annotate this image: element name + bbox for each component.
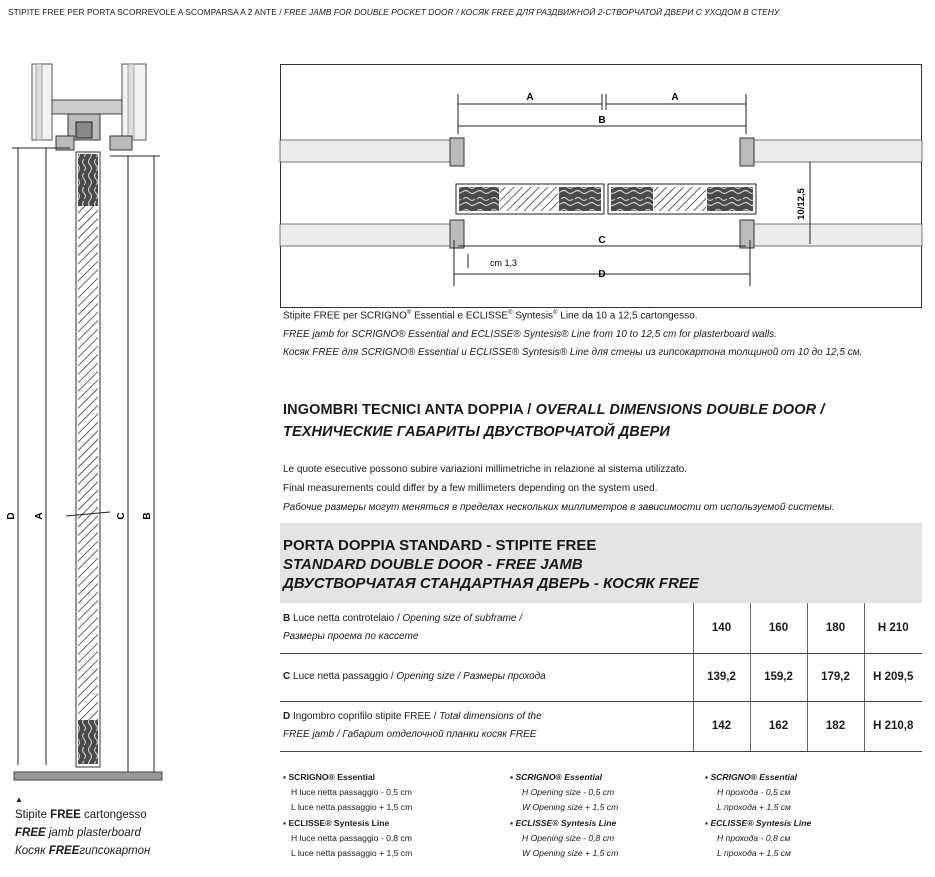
section-label-a: A	[34, 512, 45, 520]
header-it: STIPITE FREE PER PORTA SCORREVOLE A SCOMPARSA A 2 ANTE /	[8, 7, 285, 17]
left-caption-it: Stipite FREE cartongesso	[15, 809, 147, 821]
table-row-d	[280, 701, 922, 751]
table-row-b	[280, 603, 922, 653]
dimensions-table	[280, 603, 922, 752]
note-it: Le quote esecutive possono subire variazioni millimetriche in relazione al sistema utilizzato.	[283, 464, 688, 475]
bullet-item: ▪ ECLISSE® Syntesis Line	[510, 817, 617, 828]
table-row-c	[280, 653, 922, 701]
row-c-value-3: 179,2	[807, 653, 864, 701]
dim-label-a-left: A	[526, 92, 534, 103]
caption-ru: Косяк FREE для SCRIGNO® Essential и ECLISSE® Syntesis® Line для стены из гипсокартона толщиной от 10 до 12,5 см.	[283, 347, 863, 358]
table-header	[280, 523, 922, 603]
bullet-item: ▪ SCRIGNO® Essential	[705, 772, 798, 782]
table-title-it: PORTA DOPPIA STANDARD - STIPITE FREE	[283, 537, 597, 554]
table-title-en: STANDARD DOUBLE DOOR - FREE JAMB	[283, 556, 583, 573]
page-header	[8, 7, 779, 17]
dim-label-thickness: 10/12,5	[796, 188, 807, 220]
row-c-value-1: 139,2	[693, 653, 750, 701]
section-label-c: C	[116, 512, 127, 520]
section-label-b: B	[142, 512, 153, 520]
row-d-value-1: 142	[693, 701, 750, 751]
section-label-d: D	[6, 512, 17, 520]
footnotes-col-it: ▪ SCRIGNO® Essential H luce netta passaggio - 0,5 cm L luce netta passaggio + 1,5 cm ▪ ECLISSE® Syntesis Line H luce netta passaggio - 0,8 cm L luce netta passaggio + 1,5 cm	[283, 772, 413, 859]
section-title-line1: INGOMBRI TECNICI ANTA DOPPIA / OVERALL DIMENSIONS DOUBLE DOOR /	[283, 402, 825, 418]
row-d-value-h: H 210,8	[864, 701, 922, 751]
bullet-item: ▪ SCRIGNO® Essential	[510, 772, 603, 782]
row-b-value-1: 140	[693, 603, 750, 653]
section-title-line2: ТЕХНИЧЕСКИЕ ГАБАРИТЫ ДВУСТВОРЧАТОЙ ДВЕРИ	[283, 424, 670, 440]
dim-label-b: B	[598, 115, 606, 126]
note-en: Final measurements could differ by a few millimeters depending on the system used.	[283, 483, 658, 494]
section-view-drawing	[6, 60, 170, 790]
door-leaf-right	[608, 184, 756, 214]
arrow-up-icon: ▲	[15, 795, 23, 804]
row-b-label: B Luce netta controtelaio / Opening size of subframe / Размеры проема по кассете	[280, 603, 693, 653]
row-b-value-3: 180	[807, 603, 864, 653]
top-frame-profile	[32, 64, 146, 150]
table-title-ru: ДВУСТВОРЧАТАЯ СТАНДАРТНАЯ ДВЕРЬ - КОСЯК FREE	[283, 575, 699, 592]
row-b-value-h: H 210	[864, 603, 922, 653]
bullet-item: ▪ ECLISSE® Syntesis Line	[283, 817, 390, 828]
left-caption-en: FREE jamb plasterboard	[15, 827, 141, 839]
dim-label-cm: cm 1,3	[490, 258, 518, 268]
floor	[14, 772, 162, 780]
door-leaf-left	[456, 184, 604, 214]
row-c-value-h: H 209,5	[864, 653, 922, 701]
footnotes-col-ru: ▪ SCRIGNO® Essential H прохода - 0,5 см L прохода + 1,5 см ▪ ECLISSE® Syntesis Line H прохода - 0,8 см L прохода + 1,5 см	[705, 772, 812, 859]
left-caption-ru: Косяк FREEгипсокартон	[15, 845, 151, 857]
header-ru: / КОСЯК FREE ДЛЯ РАЗДВИЖНОЙ 2-СТВОРЧАТОЙ ДВЕРИ С УХОДОМ В СТЕНУ	[453, 7, 780, 17]
footnotes-col-en: ▪ SCRIGNO® Essential H Opening size - 0,5 cm W Opening size + 1,5 cm ▪ ECLISSE® Syntesis Line H Opening size - 0,8 cm W Opening size + 1,5 cm	[510, 772, 619, 859]
dim-label-c: C	[598, 235, 606, 246]
row-c-label: C Luce netta passaggio / Opening size / Размеры прохода	[280, 653, 693, 701]
row-b-value-2: 160	[750, 603, 807, 653]
row-d-label: D Ingombro coprifilo stipite FREE / Total dimensions of the FREE jamb / Габарит отделочной планки косяк FREE	[280, 701, 693, 751]
note-ru: Рабочие размеры могут меняться в пределах нескольких миллиметров в зависимости от используемой системы.	[283, 502, 835, 513]
dim-label-a-right: A	[671, 92, 679, 103]
bullet-item: ▪ SCRIGNO® Essential	[283, 772, 376, 782]
dim-label-d: D	[598, 269, 606, 280]
row-d-value-3: 182	[807, 701, 864, 751]
header-en: FREE JAMB FOR DOUBLE POCKET DOOR	[284, 7, 454, 17]
bullet-item: ▪ ECLISSE® Syntesis Line	[705, 817, 812, 828]
plan-view-drawing	[280, 64, 922, 308]
caption-en: FREE jamb for SCRIGNO® Essential and ECLISSE® Syntesis® Line from 10 to 12,5 cm for plasterboard walls.	[283, 329, 777, 340]
caption-it: Stipite FREE per SCRIGNO® Essential e ECLISSE® Syntesis® Line da 10 a 12,5 cartongesso.	[283, 310, 698, 322]
row-c-value-2: 159,2	[750, 653, 807, 701]
row-d-value-2: 162	[750, 701, 807, 751]
